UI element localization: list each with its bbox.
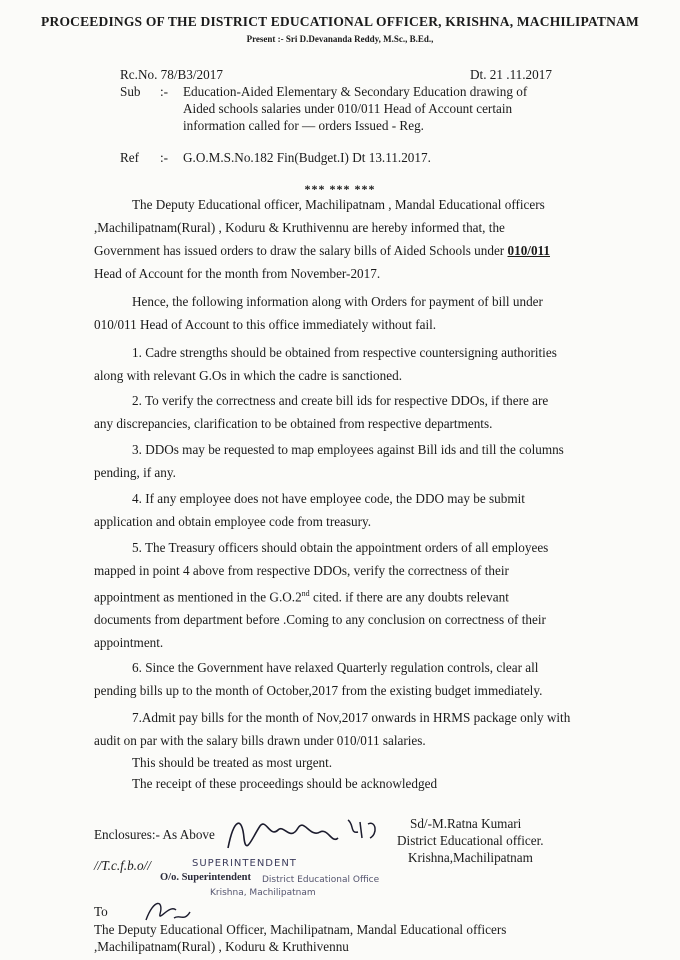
point-6 — [94, 656, 596, 702]
paragraph-text: cited. if there are any doubts relevant — [309, 589, 509, 605]
signatory-designation: District Educational officer. — [397, 833, 544, 848]
tcfbo: //T.c.f.b.o// — [94, 858, 151, 873]
paragraph-line: The Deputy Educational officer, Machilipatnam , Mandal Educational officers — [132, 197, 545, 212]
subject-line-3: information called for — orders Issued - Reg. — [183, 118, 424, 133]
urgent-note: This should be treated as most urgent. — [132, 755, 333, 770]
point-2 — [94, 389, 596, 435]
paragraph-line: application and obtain employee code from treasury. — [94, 514, 372, 529]
paragraph-text: Government has issued orders to draw the salary bills of Aided Schools under — [94, 243, 505, 258]
paragraph-line — [94, 582, 596, 608]
ref-label: Ref — [120, 150, 140, 165]
paragraph-line: mapped in point 4 above from respective DDOs, verify the correctness of their — [94, 563, 509, 578]
separator: *** *** *** — [304, 182, 376, 196]
document-title: PROCEEDINGS OF THE DISTRICT EDUCATIONAL OFFICER, KRISHNA, MACHILIPATNAM — [41, 14, 639, 29]
point-5 — [94, 536, 596, 654]
subject-label: Sub — [120, 84, 141, 99]
paragraph-line: 5. The Treasury officers should obtain the appointment orders of all employees — [132, 540, 549, 555]
paragraph-line: documents from department before .Coming to any conclusion on correctness of their — [94, 612, 546, 628]
recipient-line-1: The Deputy Educational Officer, Machilipatnam, Mandal Educational officers — [94, 922, 507, 937]
signatory-name: Sd/-M.Ratna Kumari — [410, 816, 522, 831]
underlined-account: 010/011 — [507, 243, 550, 258]
point-1 — [94, 341, 596, 387]
superscript: nd — [301, 589, 310, 598]
paragraph-line: 6. Since the Government have relaxed Quarterly regulation controls, clear all — [132, 660, 539, 675]
paragraph-line: 2. To verify the correctness and create bill ids for respective DDOs, if there are — [132, 393, 549, 408]
stamp-office: O/o. Superintendent — [160, 872, 252, 883]
paragraph-line: 3. DDOs may be requested to map employees against Bill ids and till the columns — [132, 442, 564, 457]
paragraph-line: any discrepancies, clarification to be obtained from respective departments. — [94, 416, 493, 431]
paragraph-line: pending, if any. — [94, 465, 176, 480]
point-7 — [94, 706, 596, 752]
paragraph-line: 7.Admit pay bills for the month of Nov,2017 onwards in HRMS package only with — [132, 710, 571, 725]
receipt-note: The receipt of these proceedings should be acknowledged — [132, 776, 438, 791]
subject-line-2: Aided schools salaries under 010/011 Head of Account certain — [183, 101, 513, 116]
paragraph-line: 010/011 Head of Account to this office immediately without fail. — [94, 317, 437, 332]
paragraph-line — [94, 239, 596, 262]
paragraph-line: along with relevant G.Os in which the cadre is sanctioned. — [94, 368, 402, 383]
enclosures: Enclosures:- As Above — [94, 827, 215, 842]
paragraph-line: 1. Cadre strengths should be obtained from respective countersigning authorities — [132, 345, 557, 360]
recipient-line-2: ,Machilipatnam(Rural) , Koduru & Kruthivennu — [94, 939, 349, 954]
paragraph-line: ,Machilipatnam(Rural) , Koduru & Kruthivennu are hereby informed that, the — [94, 220, 505, 235]
stamp-office-place: Krishna, Machilipatnam — [210, 888, 316, 898]
paragraph-line: Head of Account for the month from November-2017. — [94, 266, 381, 281]
paragraph-intro — [94, 193, 596, 285]
paragraph-line: pending bills up to the month of October,2017 from the existing budget immediately. — [94, 683, 543, 698]
paragraph-line: 4. If any employee does not have employee code, the DDO may be submit — [132, 491, 525, 506]
subject-separator: :- — [160, 84, 169, 99]
paragraph-text: appointment as mentioned in the G.O.2 — [94, 589, 302, 605]
signatory-place: Krishna,Machilipatnam — [408, 850, 533, 865]
point-3 — [94, 438, 596, 484]
point-4 — [94, 487, 596, 533]
rc-number: Rc.No. 78/B3/2017 — [120, 67, 223, 82]
paragraph-hence — [94, 290, 596, 336]
paragraph-line: Hence, the following information along with Orders for payment of bill under — [132, 294, 543, 309]
paragraph-line: appointment. — [94, 635, 164, 651]
stamp-office-name: District Educational Office — [262, 875, 380, 885]
stamp-superintendent: SUPERINTENDENT — [192, 858, 297, 869]
ref-text: G.O.M.S.No.182 Fin(Budget.I) Dt 13.11.2017. — [183, 150, 431, 165]
subject-line-1: Education-Aided Elementary & Secondary Education drawing of — [183, 84, 528, 99]
present-officer: Present :- Sri D.Devananda Reddy, M.Sc., B.Ed., — [246, 34, 434, 44]
paragraph-line: audit on par with the salary bills drawn under 010/011 salaries. — [94, 733, 426, 748]
document-date: Dt. 21 .11.2017 — [470, 67, 552, 82]
to-label: To — [94, 904, 108, 919]
ref-separator: :- — [160, 150, 169, 165]
